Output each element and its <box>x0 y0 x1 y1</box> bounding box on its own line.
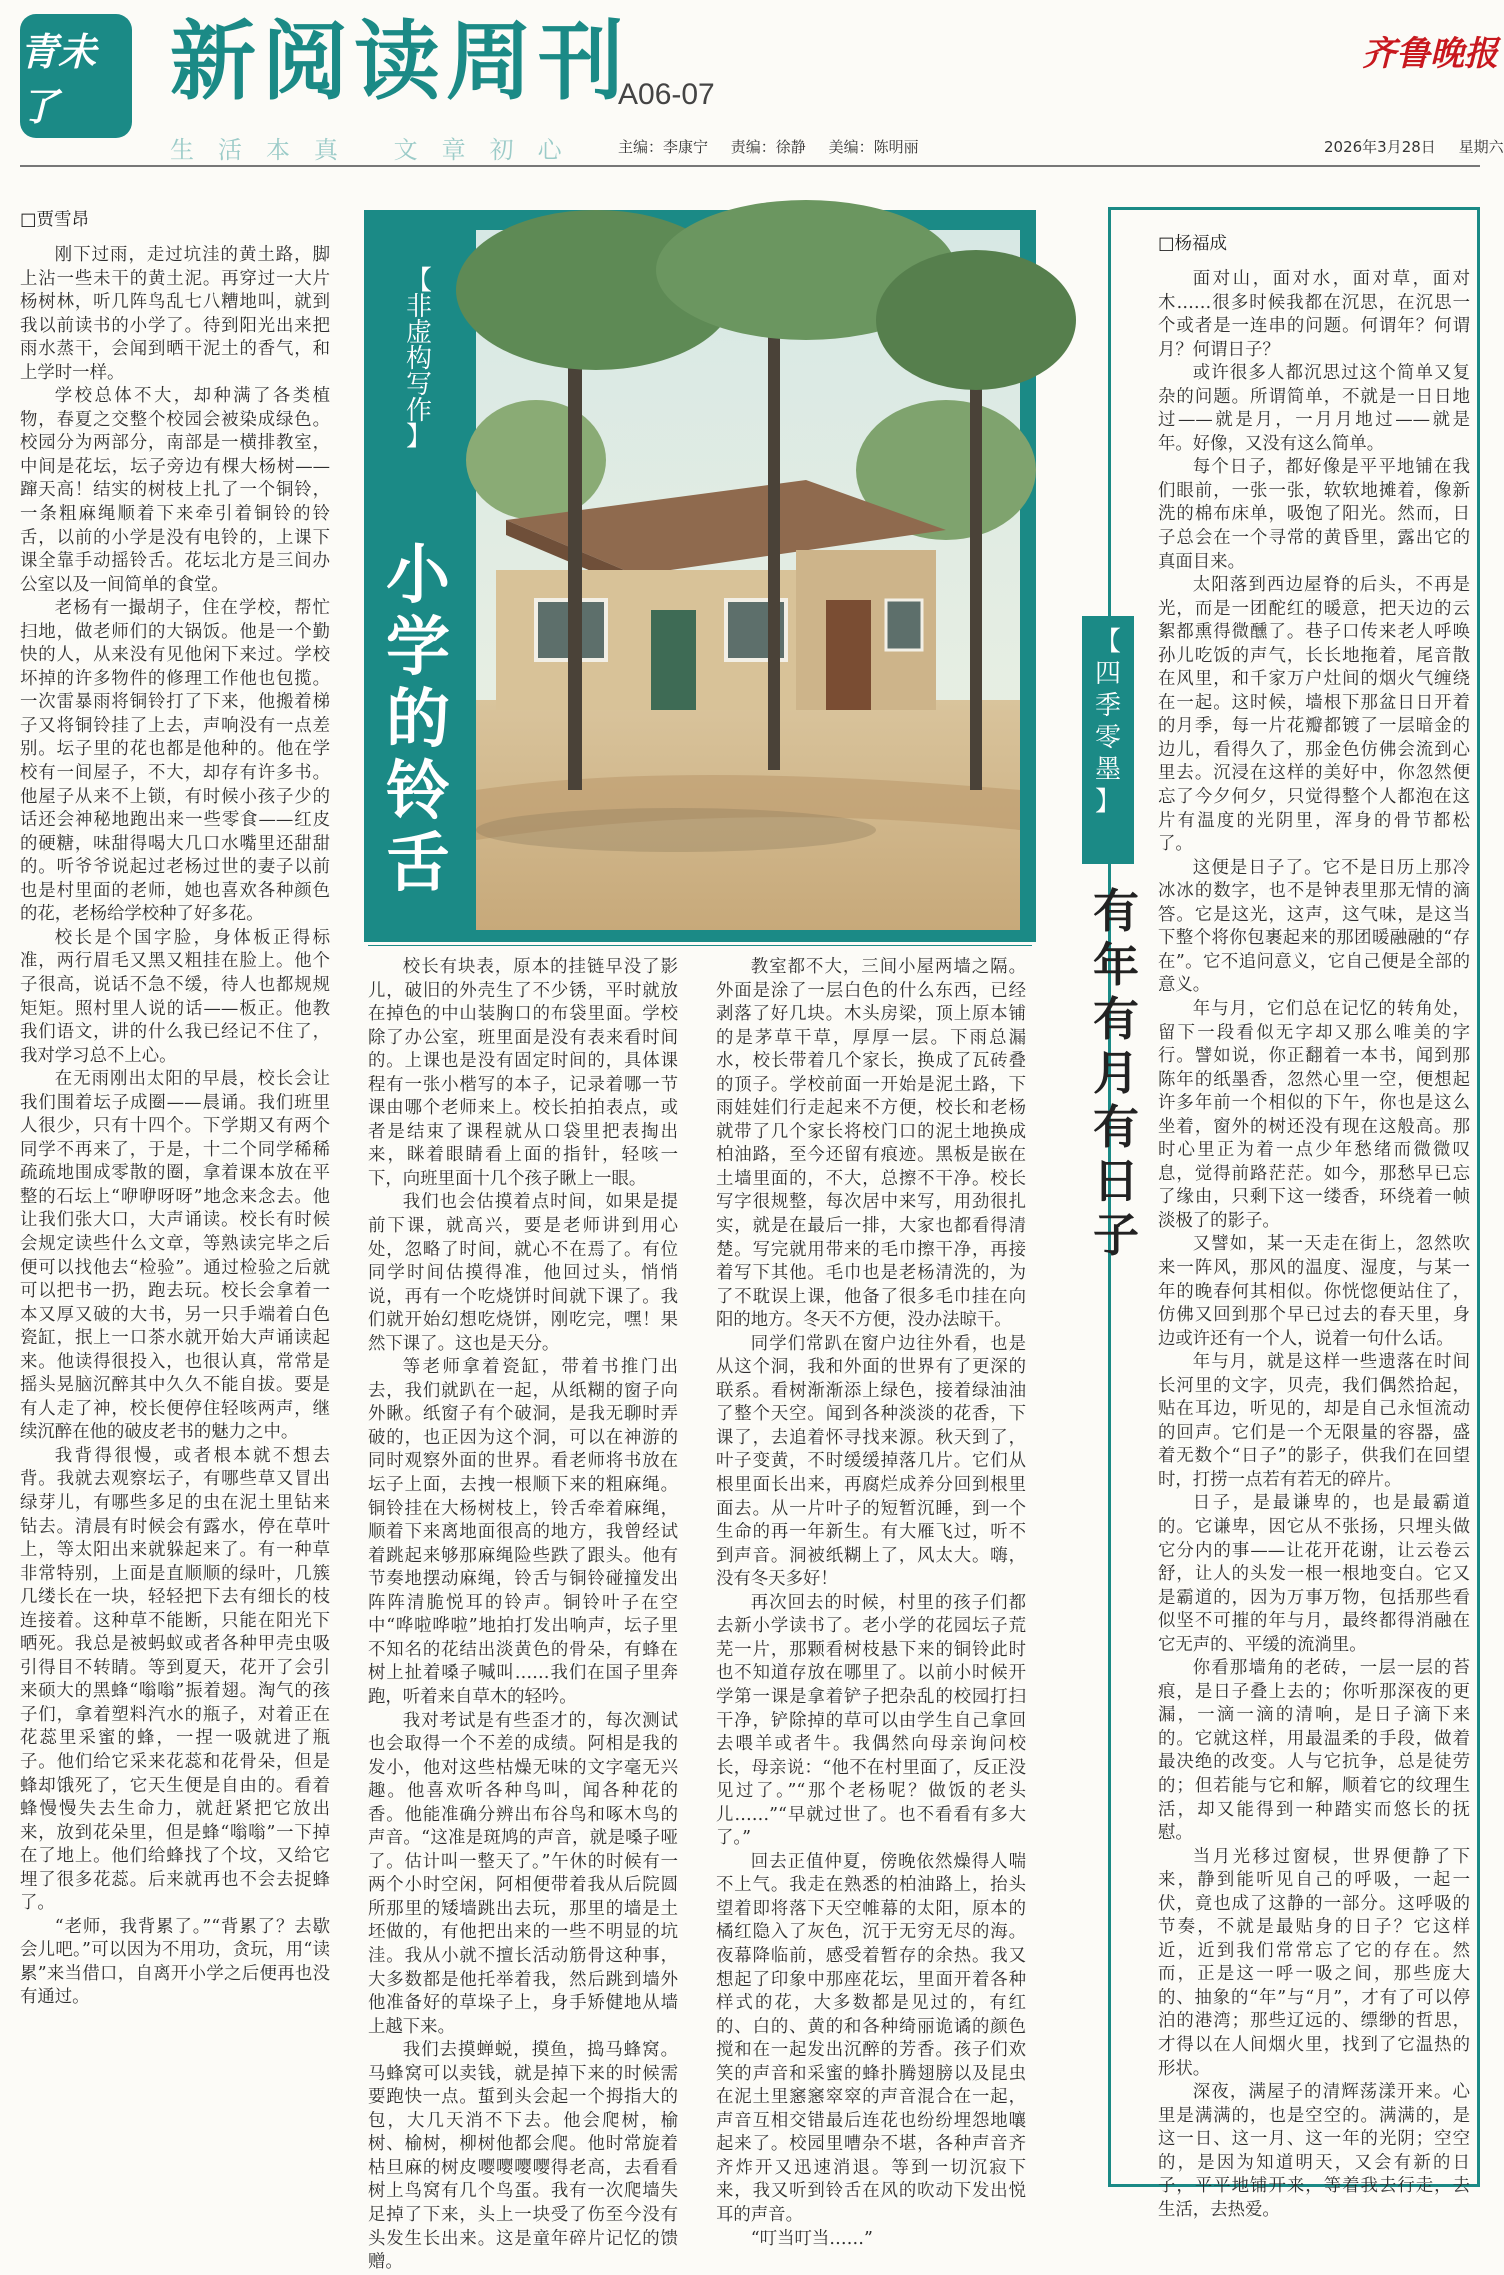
essay-column <box>1158 232 1470 2220</box>
duty-editor: 责编：徐静 <box>730 138 806 156</box>
feature-paragraph: 教室都不大，三间小屋两墙之隔。外面是涂了一层白色的什么东西，已经剥落了好几块。木头房梁，顶上原本铺的是茅草干草，厚厚一层。下雨总漏水，校长带着几个家长，换成了瓦砖叠的顶子。学校前面一开始是泥土路，下雨娃娃们行走起来不方便，校长和老杨就带了几个家长将校门口的泥土地换成柏油路，至今还留有痕迹。黑板是嵌在土墙里面的，不大，总擦不干净。校长写字很规整，每次居中来写，用劲很扎实，就是在最后一排，大家也都看得清楚。写完就用带来的毛巾擦干净，再接着写下其他。毛巾也是老杨清洗的，为了不耽误上课，他备了很多毛巾挂在向阳的地方。冬天不方便，没办法晾干。 <box>716 957 1026 1331</box>
essay-paragraph: 每个日子，都好像是平平地铺在我们眼前，一张一张，软软地摊着，像新洗的棉布床单，吸饱了阳光。然而，日子总会在一个寻常的黄昏里，露出它的真面目来。 <box>1158 457 1470 572</box>
feature-paragraph: 我背得很慢，或者根本就不想去背。我就去观察坛子，有哪些草又冒出绿芽儿，有哪些多足的虫在泥土里钻来钻去。清晨有时候会有露水，停在草叶上，等太阳出来就躲起来了。有一种草非常特别，上面是直顺顺的绿叶，几簇几缕长在一块，轻轻把下去有细长的枝连接着。这种草不能断，只能在阳光下晒死。我总是被蚂蚁或者各种甲壳虫吸引得目不转睛。等到夏天，花开了会引来硕大的黑蜂“嗡嗡”振着翅。淘气的孩子们，拿着塑料汽水的瓶子，对着正在花蕊里采蜜的蜂，一捏一吸就进了瓶子。他们给它采来花蕊和花骨朵，但是蜂却饿死了，它天生便是自由的。看着蜂慢慢失去生命力，就赶紧把它放出来，放到花朵里，但是蜂“嗡嗡”一下掉在了地上。他们给蜂找了个坟，又给它埋了很多花蕊。后来就再也不会去捉蜂了。 <box>20 1445 330 1914</box>
feature-section-tag <box>392 268 446 468</box>
essay-paragraph: 你看那墙角的老砖，一层一层的苔痕，是日子叠上去的；你听那深夜的更漏，一滴一滴的清响，是日子滴下来的。它就这样，用最温柔的手段，做着最决绝的改变。人与它抗争，总是徒劳的；但若能与它和解，顺着它的纹理生活，却又能得到一种踏实而悠长的抚慰。 <box>1158 1658 1470 1844</box>
feature-column-1 <box>20 208 330 2174</box>
supplement-logo <box>20 14 132 138</box>
art-editor: 美编：陈明丽 <box>828 138 919 156</box>
weekday-text: 星期六 <box>1458 138 1504 156</box>
feature-title: 小学的铃舌 <box>386 539 450 901</box>
feature-paragraph: 再次回去的时候，村里的孩子们都去新小学读书了。老小学的花园坛子荒芜一片，那颗看树枝悬下来的铜铃此时也不知道存放在哪里了。以前小时候开学第一课是拿着铲子把杂乱的校园打扫干净，铲除掉的草可以由学生自己拿回去喂羊或者牛。我偶然向母亲询问校长，母亲说：“他不在村里面了，反正没见过了。”“那个老杨呢？做饭的老头儿……”“早就过世了。也不看看有多大了。” <box>716 1592 1026 1849</box>
feature-paragraph: 我们也会估摸着点时间，如果是提前下课，就高兴，要是老师讲到用心处，忽略了时间，就心不在焉了。有位同学时间估摸得准，他回过头，悄悄说，再有一个吃烧饼时间就下课了。我们就开始幻想吃烧饼，刚吃完，嘿！果然下课了。这也是天分。 <box>368 1192 678 1354</box>
feature-paragraph: 校长有块表，原本的挂链早没了影儿，破旧的外壳生了不少锈，平时就放在掉色的中山装胸口的布袋里面。学校除了办公室，班里面是没有表来看时间的。上课也是没有固定时间的，具体课程有一张小楷写的本子，记录着哪一节课由哪个老师来上。校长拍拍表点，或者是结束了课程就从口袋里把表掏出来，眯着眼睛看上面的指针，轻咳一下，向班里面十几个孩子瞅上一眼。 <box>368 957 678 1189</box>
essay-title: 有年有月有日子 <box>1093 884 1139 1262</box>
essay-paragraph: 又譬如，某一天走在街上，忽然吹来一阵风，那风的温度、湿度，与某一年的晚春何其相似。你恍惚便站住了，仿佛又回到那个早已过去的春天里，身边或许还有一个人，说着一句什么话。 <box>1158 1234 1470 1349</box>
feature-paragraph: “叮当叮当……” <box>750 2228 873 2249</box>
essay-section-tag <box>1082 616 1134 864</box>
essay-paragraph: 太阳落到西边屋脊的后头，不再是光，而是一团酡红的暖意，把天边的云絮都熏得微醺了。巷子口传来老人呼唤孙儿吃饭的声气，长长地拖着，尾音散在风里，和千家万户灶间的烟火气缠绕在一起。这时候，墙根下那盆日日开着的月季，每一片花瓣都镀了一层暗金的边儿，看得久了，那金色仿佛会流到心里去。沉浸在这样的美好中，你忽然便忘了今夕何夕，只觉得整个人都泡在这片有温度的光阴里，浑身的骨节都松了。 <box>1158 575 1470 855</box>
essay-paragraph: 这便是日子了。它不是日历上那冷冰冰的数字，也不是钟表里那无情的滴答。它是这光，这声，这气味，是这当下整个将你包裹起来的那团暖融融的“存在”。它不追问意义，它自己便是全部的意义。 <box>1158 857 1470 996</box>
chief-editor: 主编：李康宁 <box>618 138 709 156</box>
feature-paragraph: 我对考试是有些歪才的，每次测试也会取得一个不差的成绩。阿相是我的发小，他对这些枯燥无味的文字毫无兴趣。他喜欢听各种鸟叫，闻各种花的香。他能准确分辨出布谷鸟和啄木鸟的声音。“这准是斑鸠的声音，就是嗓子哑了。估计叫一整天了。”午休的时候有一两个小时空闲，阿相便带着我从后院圆所那里的矮墙跳出去玩，那里的墙是土坯做的，有他把出来的一些不明显的坑洼。我从小就不擅长活动筋骨这种事，大多数都是他托举着我，然后跳到墙外他准备好的草垛子上，身手矫健地从墙上越下来。 <box>368 1710 678 2037</box>
masthead-title: 新阅读周刊 <box>170 12 630 112</box>
masthead-slogan: 生活本真 文章初心 <box>170 136 586 164</box>
feature-paragraph: 校长是个国字脸，身体板正得标准，两行眉毛又黑又粗挂在脸上。他个子很高，说话不急不缓，待人也都规规矩矩。照村里人说的话——板正。他教我们语文，讲的什么我已经记不住了，我对学习总不上心。 <box>20 927 330 1066</box>
feature-column-3 <box>716 956 1026 2249</box>
feature-paragraph: 回去正值仲夏，傍晚依然燥得人喘不上气。我走在熟悉的柏油路上，抬头望着即将落下天空帷幕的太阳，原本的橘红隐入了灰色，沉于无穷无尽的海。夜幕降临前，感受着暂存的余热。我又想起了印象中那座花坛，里面开着各种样式的花，大多数都是见过的，有红的、白的、黄的和各种绮丽诡谲的颜色搅和在一起发出沉醉的芳香。孩子们欢笑的声音和采蜜的蜂扑腾翅膀以及昆虫在泥土里窸窸窣窣的声音混合在一起，声音互相交错最后连花也纷纷埋怨地嚷起来了。校园里嘈杂不堪，各种声音齐齐炸开又迅速消退。等到一切沉寂下来，我又听到铃舌在风的吹动下发出悦耳的声音。 <box>716 1851 1026 2225</box>
school-illustration <box>476 230 1020 930</box>
essay-paragraph: 日子，是最谦卑的，也是最霸道的。它谦卑，因它从不张扬，只埋头做它分内的事——让花开花谢，让云卷云舒，让人的头发一根一根地变白。它又是霸道的，因为万事万物，包括那些看似坚不可摧的年与月，最终都得消融在它无声的、平缓的流淌里。 <box>1158 1493 1470 1655</box>
feature-divider <box>368 945 1032 946</box>
essay-paragraph: 当月光移过窗棂，世界便静了下来，静到能听见自己的呼吸，一起一伏，竟也成了这静的一部分。这呼吸的节奏，不就是最贴身的日子？它这样近，近到我们常常忘了它的存在。然而，正是这一呼一吸之间，那些庞大的、抽象的“年”与“月”，才有了可以停泊的港湾；那些辽远的、缥缈的哲思，才得以在人间烟火里，找到了它温热的形状。 <box>1158 1846 1470 2079</box>
feature-paragraph: 我们去摸蝉蜕，摸鱼，捣马蜂窝。马蜂窝可以卖钱，就是掉下来的时候需要跑快一点。蜇到头会起一个拇指大的包，大几天消不下去。他会爬树，榆树、榆树，柳树他都会爬。他时常旋着枯旦麻的树皮嘤嘤嘤嘤得老高，去看看树上鸟窝有几个鸟蛋。我有一次爬墙失足掉了下来，头上一块受了伤至今没有头发生长出来。这是童年碎片记忆的馈赠。 <box>368 2040 678 2273</box>
date-text: 2026年3月28日 <box>1324 138 1436 156</box>
feature-paragraph: 刚下过雨，走过坑洼的黄土路，脚上沾一些未干的黄土泥。再穿过一大片杨树林，听几阵鸟乱七八糟地叫，就到我以前读书的小学了。待到阳光出来把雨水蒸干，会闻到晒干泥土的香气，和上学时一样。 <box>20 245 330 383</box>
page-number: A06-07 <box>618 78 715 111</box>
feature-paragraph: “老师，我背累了。”“背累了？去歇会儿吧。”可以因为不用功，贪玩，用“读累”来当借口，自离开小学之后便再也没有通过。 <box>20 1916 330 2008</box>
publication-date <box>1306 136 1504 157</box>
essay-paragraph: 或许很多人都沉思过这个简单又复杂的问题。所谓简单，不就是一日日地过——就是月，一月月地过——就是年。好像，又没有这么简单。 <box>1158 363 1470 454</box>
feature-column-2 <box>368 956 678 2273</box>
feature-paragraph: 同学们常趴在窗户边往外看，也是从这个洞，我和外面的世界有了更深的联系。看树渐渐添上绿色，接着绿油油了整个天空。闻到各种淡淡的花香，下课了，去追着怀寻找来源。秋天到了，叶子变黄，不时缓缓掉落几片。它们从根里面长出来，再腐烂成养分回到根里面去。从一片叶子的短暂沉睡，到一个生命的再一年新生。有大雁飞过，听不到声音。洞被纸糊上了，风太大。嗨，没有冬天多好！ <box>716 1333 1026 1590</box>
essay-author: □杨福成 <box>1158 234 1228 254</box>
feature-paragraph: 学校总体不大，却种满了各类植物，春夏之交整个校园会被染成绿色。校园分为两部分，南部是一横排教室，中间是花坛，坛子旁边有棵大杨树——蹿天高！结实的树枝上扎了一个铜铃，一条粗麻绳顺着下来牵引着铜铃的铃舌，以前的小学是没有电铃的，上课下课全靠手动摇铃舌。花坛北方是三间办公室以及一间简单的食堂。 <box>20 386 330 595</box>
feature-paragraph: 在无雨刚出太阳的早晨，校长会让我们围着坛子成圈——晨诵。我们班里人很少，只有十四个。下学期又有两个同学不再来了，于是，十二个同学稀稀疏疏地围成零散的圈，拿着课本放在平整的石坛上“咿咿呀呀”地念来念去。他让我们张大口，大声诵读。校长有时候会规定读些什么文章，等熟读完毕之后便可以找他去“检验”。通过检验之后就可以把书一扔，跑去玩。校长会拿着一本又厚又破的大书，另一只手端着白色瓷缸，抿上一口茶水就开始大声诵读起来。他读得很投入，也很认真，常常是摇头晃脑沉醉其中久久不能自拔。要是有人走了神，校长便停住轻咳两声，继续沉醉在他的破皮老书的魅力之中。 <box>20 1069 330 1443</box>
feature-paragraph: 老杨有一撮胡子，住在学校，帮忙扫地，做老师们的大锅饭。他是一个勤快的人，从来没有见他闲下来过。学校坏掉的许多物件的修理工作他也包揽。一次雷暴雨将铜铃打了下来，他搬着梯子又将铜铃挂了上去，声响没有一点差别。坛子里的花也都是他种的。他在学校有一间屋子，不大，却存有许多书。他屋子从来不上锁，有时候小孩子少的话还会神秘地跑出来一些零食——红皮的硬糖，味甜得喝大几口水嘴里还甜甜的。听爷爷说起过老杨过世的妻子以前也是村里面的老师，她也喜欢各种颜色的花，老杨给学校种了好多花。 <box>20 598 330 925</box>
essay-paragraph: 面对山，面对水，面对草，面对木……很多时候我都在沉思，在沉思一个或者是一连串的问题。何谓年？何谓月？何谓日子？ <box>1158 269 1470 360</box>
feature-author: □贾雪昂 <box>20 210 90 230</box>
header-divider <box>20 165 1480 167</box>
essay-paragraph: 深夜，满屋子的清辉荡漾开来。心里是满满的，也是空空的。满满的，是这一日、这一月、这一年的光阴；空空的，是因为知道明天，又会有新的日子，平平地铺开来，等着我去行走，去生活，去热爱。 <box>1158 2082 1470 2220</box>
feature-paragraph: 等老师拿着瓷缸，带着书推门出去，我们就趴在一起，从纸糊的窗子向外瞅。纸窗子有个破洞，是我无聊时弄破的，也正因为这个洞，可以在神游的同时观察外面的世界。看老师将书放在坛子上面，去拽一根顺下来的粗麻绳。铜铃挂在大杨树枝上，铃舌牵着麻绳，顺着下来离地面很高的地方，我曾经试着跳起来够那麻绳险些跌了跟头。他有节奏地摆动麻绳，铃舌与铜铃碰撞发出阵阵清脆悦耳的铃声。铜铃叶子在空中“哗啦哗啦”地拍打发出响声，坛子里不知名的花结出淡黄色的骨朵，有蜂在树上扯着嗓子喊叫……我们在国子里奔跑，听着来自草木的轻吟。 <box>368 1357 678 1707</box>
editor-credits <box>618 136 937 157</box>
essay-paragraph: 年与月，它们总在记忆的转角处，留下一段看似无字却又那么唯美的字行。譬如说，你正翻着一本书，闻到那陈年的纸墨香，忽然心里一空，便想起许多年前一个相似的下午，你也是这么坐着，窗外的树还没有现在这般高。那时心里正为着一点少年愁绪而微微叹息，觉得前路茫茫。如今，那愁早已忘了缘由，只剩下这一缕香，环绕着一帧淡极了的影子。 <box>1158 998 1470 1231</box>
essay-paragraph: 年与月，就是这样一些遗落在时间长河里的文字，贝壳，我们偶然拾起，贴在耳边，听见的，却是自己永恒流动的回声。它们是一个无限量的容器，盛着无数个“日子”的影子，供我们在回望时，打捞一点若有若无的碎片。 <box>1158 1352 1470 1490</box>
newspaper-brand-logo: 齐鲁晚报 <box>1362 34 1498 74</box>
essay-section-tag-text: 【 四 季 零 墨 】 <box>1094 627 1121 817</box>
feature-section-tag-text: 【 非 虚 构 写 作 】 <box>405 266 432 452</box>
logo-text: 青未了 <box>20 30 97 129</box>
